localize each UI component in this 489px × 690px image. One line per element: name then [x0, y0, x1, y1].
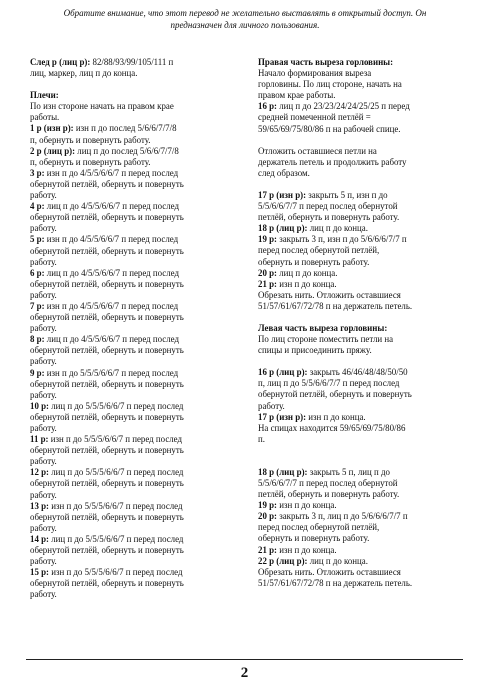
- row-text: лиц п до конца.: [307, 223, 368, 234]
- row-text: п, обернуть и повернуть работу.: [30, 134, 151, 145]
- row-text: обернутой петлёй, обернуть и повернуть: [30, 212, 184, 223]
- row-text: лиц п до 4/5/5/6/6/7 п перед послед: [44, 334, 180, 345]
- row-text: 82/88/93/99/105/111 п: [90, 57, 174, 67]
- row-text: 5/5/6/6/7/7 п перед послед обернутой: [258, 201, 398, 212]
- row-text: обернутой петлёй, обернуть и повернуть: [30, 578, 184, 589]
- row-text: изн п до конца.: [277, 500, 337, 511]
- text-line: На спицах находится 59/65/69/75/80/86: [258, 422, 406, 433]
- row-block: [30, 57, 226, 79]
- row-text: обернуть и повернуть работу.: [258, 533, 370, 544]
- row-text: изн п до 5/5/5/6/6/7 п перед послед: [44, 367, 179, 378]
- instruction-row: [30, 434, 226, 467]
- row-text: работу.: [30, 489, 57, 500]
- instruction-row: [30, 201, 226, 234]
- row-text: работу.: [30, 256, 57, 267]
- row-line: [30, 567, 226, 578]
- row-line: [258, 245, 463, 256]
- right-column: [258, 57, 463, 589]
- row-text: обернутой петлёй, обернуть и повернуть: [258, 389, 412, 400]
- row-label: 14 р:: [30, 533, 49, 544]
- row-line: [258, 112, 463, 123]
- row-label: 7 р:: [30, 300, 45, 311]
- instruction-row: [30, 401, 226, 434]
- instruction-row: [258, 556, 463, 567]
- row-label: 6 р:: [30, 267, 45, 278]
- row-text: изн п до 4/5/5/6/6/7 п перед послед: [44, 167, 179, 178]
- row-line: [258, 234, 463, 245]
- instruction-row: [258, 500, 463, 511]
- row-line: [258, 257, 463, 268]
- row-text: обернутой петлёй, обернуть и повернуть: [30, 378, 184, 389]
- row-text: обернутой петлёй, обернуть и повернуть: [30, 511, 184, 522]
- row-line: [258, 401, 463, 412]
- row-line: [30, 279, 226, 290]
- text-line: Обрезать нить. Отложить оставшиеся: [258, 566, 401, 577]
- instruction-row: [258, 190, 463, 223]
- left-neck-rows: [258, 467, 463, 567]
- instruction-row: [258, 279, 463, 290]
- row-text: обернутой петлёй, обернуть и повернуть: [30, 345, 184, 356]
- row-text: работу.: [30, 223, 57, 234]
- row-line: [30, 534, 226, 545]
- row-line: [30, 501, 226, 512]
- row-label: 1 р (изн р):: [30, 123, 74, 134]
- instruction-row: [30, 123, 226, 145]
- row-line: [30, 512, 226, 523]
- row-line: [258, 268, 463, 279]
- row-text: лиц п до конца.: [277, 267, 338, 278]
- text-line: По лиц стороне поместить петли на: [258, 334, 394, 345]
- row-text: обернутой петлёй, обернуть и повернуть: [30, 178, 184, 189]
- row-text: работу.: [30, 323, 57, 334]
- row-label: 20 р:: [258, 267, 277, 278]
- row-text: закрыть 5 п, изн п до: [306, 189, 388, 200]
- row-text: изн п до конца.: [277, 278, 337, 289]
- row-line: [30, 157, 226, 168]
- row-block: [258, 412, 463, 423]
- text-line: горловины. По лиц стороне, начать на: [258, 79, 402, 90]
- row-line: [30, 390, 226, 401]
- row-line: [30, 490, 226, 501]
- row-text: п, лиц п до 5/5/6/6/7/7 п перед послед: [258, 378, 400, 389]
- row-text: лиц п до 5/5/5/6/6/7 п перед послед: [49, 533, 184, 544]
- instruction-row: [30, 501, 226, 534]
- row-line: [30, 467, 226, 478]
- page-number: 2: [240, 665, 249, 681]
- text-line: Начало формирования выреза: [258, 68, 372, 79]
- row-text: лиц, маркер, лиц п до конца.: [30, 68, 138, 79]
- row-label: 12 р:: [30, 467, 49, 478]
- left-column: [30, 57, 226, 601]
- row-label: 2 р (лиц р):: [30, 145, 76, 156]
- row-block: [258, 101, 463, 134]
- instruction-row: [258, 511, 463, 544]
- row-line: [30, 456, 226, 467]
- row-text: средней помеченной петлёй =: [258, 112, 371, 123]
- left-neck-heading: Левая часть выреза горловины:: [258, 322, 388, 333]
- row-line: [30, 168, 226, 179]
- row-line: [30, 190, 226, 201]
- row-line: [30, 523, 226, 534]
- row-text: обернутой петлёй, обернуть и повернуть: [30, 278, 184, 289]
- row-line: [30, 257, 226, 268]
- row-text: лиц п до 5/5/5/6/6/7 п перед послед: [49, 467, 184, 478]
- row-line: [30, 301, 226, 312]
- row-text: изн п до конца.: [277, 544, 337, 555]
- row-text: лиц п до 4/5/5/6/6/7 п перед послед: [44, 201, 180, 212]
- text-line: Отложить оставшиеся петли на: [258, 145, 377, 156]
- left-neck-intro: [258, 334, 463, 356]
- row-label: След р (лиц р):: [30, 57, 91, 67]
- row-text: работу.: [30, 456, 57, 467]
- row-label: 10 р:: [30, 400, 49, 411]
- row-label: 18 р (лиц р):: [258, 223, 308, 234]
- row-label: 5 р:: [30, 234, 45, 245]
- row-text: работу.: [30, 356, 57, 367]
- shoulders-intro: [30, 101, 226, 123]
- row-label: 19 р:: [258, 234, 277, 245]
- row-text: перед послед обернутой петлёй,: [258, 245, 380, 256]
- row-text: лиц п до конца.: [307, 555, 368, 566]
- row-text: обернутой петлёй, обернуть и повернуть: [30, 411, 184, 422]
- instruction-row: [258, 234, 463, 267]
- row-label: 17 р (изн р):: [258, 411, 307, 422]
- row-line: [30, 146, 226, 157]
- row-line: [258, 367, 463, 378]
- row-label: 15 р:: [30, 567, 49, 578]
- row-text: обернутой петлёй, обернуть и повернуть: [30, 245, 184, 256]
- text-line: 51/57/61/67/72/78 п на держатель петель.: [258, 577, 413, 588]
- text-line: держатель петель и продолжить работу: [258, 156, 407, 167]
- row-line: [30, 445, 226, 456]
- row-text: работу.: [30, 190, 57, 201]
- row-text: работу.: [30, 389, 57, 400]
- row-label: 19 р:: [258, 500, 277, 511]
- row-label: 3 р:: [30, 167, 45, 178]
- row-label: 21 р:: [258, 278, 277, 289]
- notice-line: предназначен для личного пользования.: [170, 19, 320, 30]
- row-line: [30, 478, 226, 489]
- text-line: след образом.: [258, 167, 310, 178]
- instruction-row: [30, 534, 226, 567]
- row-line: [30, 201, 226, 212]
- row-line: [30, 268, 226, 279]
- row-line: [258, 500, 463, 511]
- footer-divider: [26, 659, 463, 660]
- row-line: [258, 556, 463, 567]
- row-text: обернутой петлёй, обернуть и повернуть: [30, 478, 184, 489]
- row-line: [258, 545, 463, 556]
- row-line: [30, 179, 226, 190]
- row-line: [30, 246, 226, 257]
- row-label: 9 р:: [30, 367, 45, 378]
- row-text: изн п до 4/5/5/6/6/7 п перед послед: [44, 234, 179, 245]
- hold-text: [258, 146, 463, 179]
- row-text: работу.: [258, 400, 285, 411]
- row-text: изн п до послед 5/6/6/7/7/8: [73, 123, 177, 134]
- row-text: работу.: [30, 289, 57, 300]
- instruction-row: [30, 368, 226, 401]
- text-line: п.: [258, 433, 265, 444]
- row-line: [30, 368, 226, 379]
- row-text: лиц п до 4/5/5/6/6/7 п перед послед: [44, 267, 180, 278]
- row-text: лиц п до 5/5/5/6/6/7 п перед послед: [49, 400, 184, 411]
- row-text: работу.: [30, 423, 57, 433]
- instruction-row: [258, 545, 463, 556]
- row-text: изн п до 5/5/5/6/6/7 п перед послед: [49, 567, 183, 578]
- row-line: [30, 234, 226, 245]
- row-label: 18 р (лиц р):: [258, 466, 308, 477]
- row-text: изн п до 4/5/5/6/6/7 п перед послед: [44, 300, 179, 311]
- row-line: [30, 423, 226, 434]
- row-block: [258, 367, 463, 411]
- row-text: обернутой петлёй, обернуть и повернуть: [30, 545, 184, 556]
- instruction-row: [30, 146, 226, 168]
- instruction-row: [258, 467, 463, 500]
- instruction-row: [30, 334, 226, 367]
- row-text: лиц п до послед 5/6/6/7/7/8: [75, 145, 179, 156]
- row-text: лиц п до 23/23/24/24/25/25 п перед: [277, 101, 410, 112]
- row-line: [30, 334, 226, 345]
- instruction-row: [30, 268, 226, 301]
- row-line: [30, 323, 226, 334]
- row-text: петлёй, обернуть и повернуть работу.: [258, 212, 400, 223]
- row-line: [258, 533, 463, 544]
- row-text: обернутой петлёй, обернуть и повернуть: [30, 312, 184, 323]
- shoulders-heading: Плечи:: [30, 90, 59, 101]
- row-line: [30, 401, 226, 412]
- row-text: перед послед обернутой петлёй,: [258, 522, 380, 533]
- row-line: [258, 279, 463, 290]
- row-text: обернуть и повернуть работу.: [258, 256, 370, 267]
- row-line: [258, 522, 463, 533]
- text-line: правом крае работы.: [258, 90, 336, 101]
- notice-line: Обратите внимание, что этот перевод не желательно выставлять в открытый доступ. Он: [63, 8, 427, 18]
- row-text: 5/5/6/6/7/7 п перед послед обернутой: [258, 478, 398, 488]
- row-label: 4 р:: [30, 201, 45, 212]
- row-line: [30, 135, 226, 146]
- row-line: [258, 389, 463, 400]
- row-line: [258, 478, 463, 489]
- row-line: [30, 57, 226, 68]
- row-line: [30, 223, 226, 234]
- row-label: 22 р (лиц р):: [258, 555, 308, 566]
- text-line: работы.: [30, 112, 60, 123]
- row-text: работу.: [30, 522, 57, 533]
- row-line: [258, 212, 463, 223]
- row-label: 16 р (лиц р):: [258, 367, 308, 378]
- text-line: По изн стороне начать на правом крае: [30, 101, 174, 112]
- row-line: [258, 511, 463, 522]
- left-end-text: [258, 567, 463, 589]
- row-text: обернутой петлёй, обернуть и повернуть: [30, 445, 184, 456]
- row-line: [30, 68, 226, 79]
- instruction-row: [30, 234, 226, 267]
- instruction-row: [258, 223, 463, 234]
- row-text: закрыть 3 п, изн п до 5/6/6/6/7/7 п: [277, 234, 407, 245]
- row-label: 17 р (изн р):: [258, 189, 307, 200]
- row-text: п, обернуть и повернуть работу.: [30, 156, 151, 167]
- row-line: [30, 290, 226, 301]
- row-label: 16 р:: [258, 101, 277, 112]
- row-text: изн п до 5/5/5/6/6/7 п перед послед: [49, 500, 183, 511]
- row-text: закрыть 5 п, лиц п до: [307, 466, 390, 477]
- row-label: 20 р:: [258, 511, 277, 522]
- instruction-row: [30, 301, 226, 334]
- row-line: [30, 545, 226, 556]
- stitch-count: [258, 423, 463, 445]
- row-line: [258, 190, 463, 201]
- row-line: [30, 556, 226, 567]
- row-line: [258, 412, 463, 423]
- row-line: [258, 201, 463, 212]
- row-line: [30, 578, 226, 589]
- row-text: работу.: [30, 556, 57, 567]
- right-end-text: [258, 290, 463, 312]
- right-neck-heading: Правая часть выреза горловины:: [258, 57, 394, 67]
- right-neck-rows: [258, 190, 463, 290]
- row-line: [258, 489, 463, 500]
- row-line: [30, 345, 226, 356]
- row-text: 59/65/69/75/80/86 п на рабочей спице.: [258, 123, 401, 134]
- row-line: [30, 312, 226, 323]
- instruction-row: [30, 168, 226, 201]
- row-line: [30, 434, 226, 445]
- row-line: [258, 378, 463, 389]
- row-line: [30, 356, 226, 367]
- row-line: [30, 589, 226, 600]
- right-neck-intro: [258, 68, 463, 101]
- row-text: работу.: [30, 589, 57, 600]
- instruction-row: [30, 567, 226, 600]
- row-label: 8 р:: [30, 334, 45, 345]
- text-line: Обрезать нить. Отложить оставшиеся: [258, 289, 401, 300]
- privacy-notice: [30, 8, 460, 31]
- instruction-row: [30, 467, 226, 500]
- row-line: [258, 101, 463, 112]
- row-text: закрыть 46/46/48/48/50/50: [307, 367, 408, 378]
- row-line: [30, 212, 226, 223]
- row-line: [258, 124, 463, 135]
- instruction-row: [258, 268, 463, 279]
- row-label: 13 р:: [30, 500, 49, 511]
- row-text: изн п до конца.: [306, 411, 366, 422]
- shoulder-rows: [30, 123, 226, 600]
- row-text: петлёй, обернуть и повернуть работу.: [258, 489, 400, 500]
- row-label: 21 р:: [258, 544, 277, 555]
- row-line: [258, 223, 463, 234]
- row-label: 11 р:: [30, 434, 49, 445]
- row-line: [30, 379, 226, 390]
- row-line: [30, 123, 226, 134]
- row-text: закрыть 3 п, лиц п до 5/6/6/6/7/7 п: [277, 511, 408, 522]
- row-line: [30, 412, 226, 423]
- text-line: 51/57/61/67/72/78 п на держатель петель.: [258, 300, 413, 311]
- row-line: [258, 467, 463, 478]
- text-line: спицы и присоединить пряжу.: [258, 345, 372, 356]
- row-text: изн п до 5/5/5/6/6/7 п перед послед: [48, 434, 183, 445]
